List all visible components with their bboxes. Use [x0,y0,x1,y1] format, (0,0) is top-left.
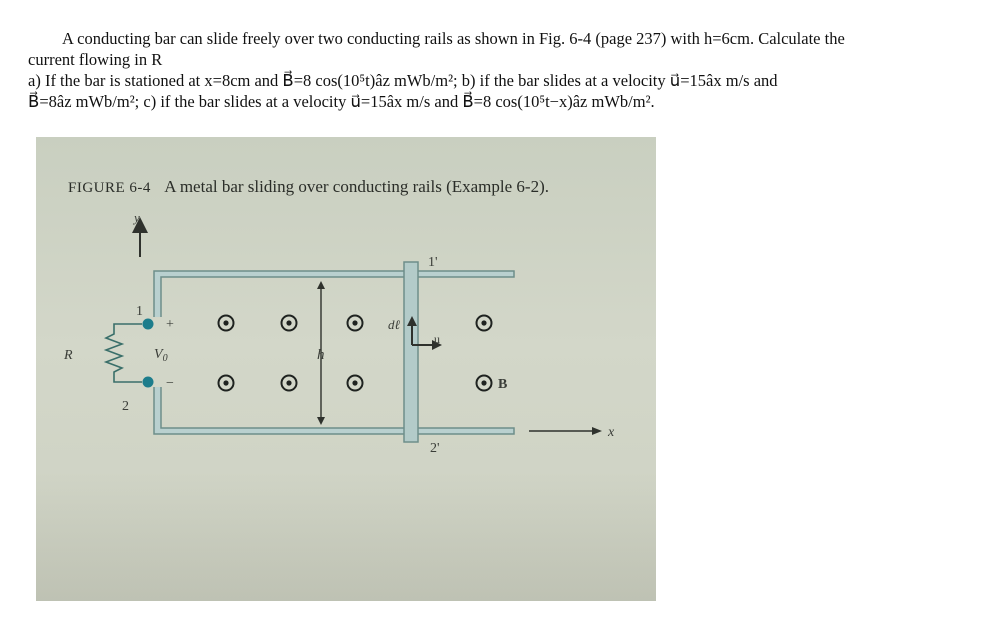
field-dot-center [352,380,357,385]
bottom-rail [154,387,514,434]
field-dot-center [352,320,357,325]
plus-sign: + [166,317,174,332]
problem-line-2: current flowing in R [28,50,163,69]
resistor-label: R [64,348,73,363]
problem-statement [28,28,978,112]
field-dot-center [286,380,291,385]
voltage-subscript: 0 [162,353,168,364]
x-axis-head [592,427,602,435]
height-arrow-bottom [317,417,325,425]
height-arrow-top [317,281,325,289]
problem-line-1: A conducting bar can slide freely over two conducting rails as shown in Fig. 6-4 (page 237) with h=6cm. Calculate the [62,29,845,48]
top-rail [154,271,514,317]
velocity-label: u [434,332,440,346]
problem-line-4: B⃗=8âz mWb/m²; c) if the bar slides at a velocity u⃗=15âx m/s and B⃗=8 cos(10⁵t−x)âz mWb/m². [28,92,655,111]
field-dot-center [223,380,228,385]
field-dot-center [286,320,291,325]
dl-label: dℓ [388,317,400,332]
sliding-bar [404,262,418,442]
field-label: B [498,377,508,392]
terminal-1-dot [143,319,154,330]
rail-diagram [36,137,656,601]
field-dot-center [223,320,228,325]
bar-top-label: 1' [428,255,438,270]
minus-sign: − [166,376,174,391]
figure-caption-text: A metal bar sliding over conducting rails (Example 6-2). [164,177,549,196]
field-dot-center [481,380,486,385]
height-label: h [317,347,325,363]
field-dot-center [481,320,486,325]
figure-number: FIGURE 6-4 [68,180,151,196]
terminal-2-dot [143,377,154,388]
bar-bottom-label: 2' [430,441,440,456]
resistor [106,324,142,382]
figure-photo [36,137,656,601]
problem-line-3: a) If the bar is stationed at x=8cm and B⃗=8 cos(10⁵t)âz mWb/m²; b) if the bar slides at a velocity u⃗=15âx m/s and [28,71,778,90]
x-axis-label: x [608,425,615,440]
y-axis-label: y [134,210,140,225]
terminal-1-label: 1 [136,304,143,319]
voltage-label: $V_0$ [154,347,168,364]
terminal-2-label: 2 [122,399,129,414]
field-symbols [219,316,492,391]
